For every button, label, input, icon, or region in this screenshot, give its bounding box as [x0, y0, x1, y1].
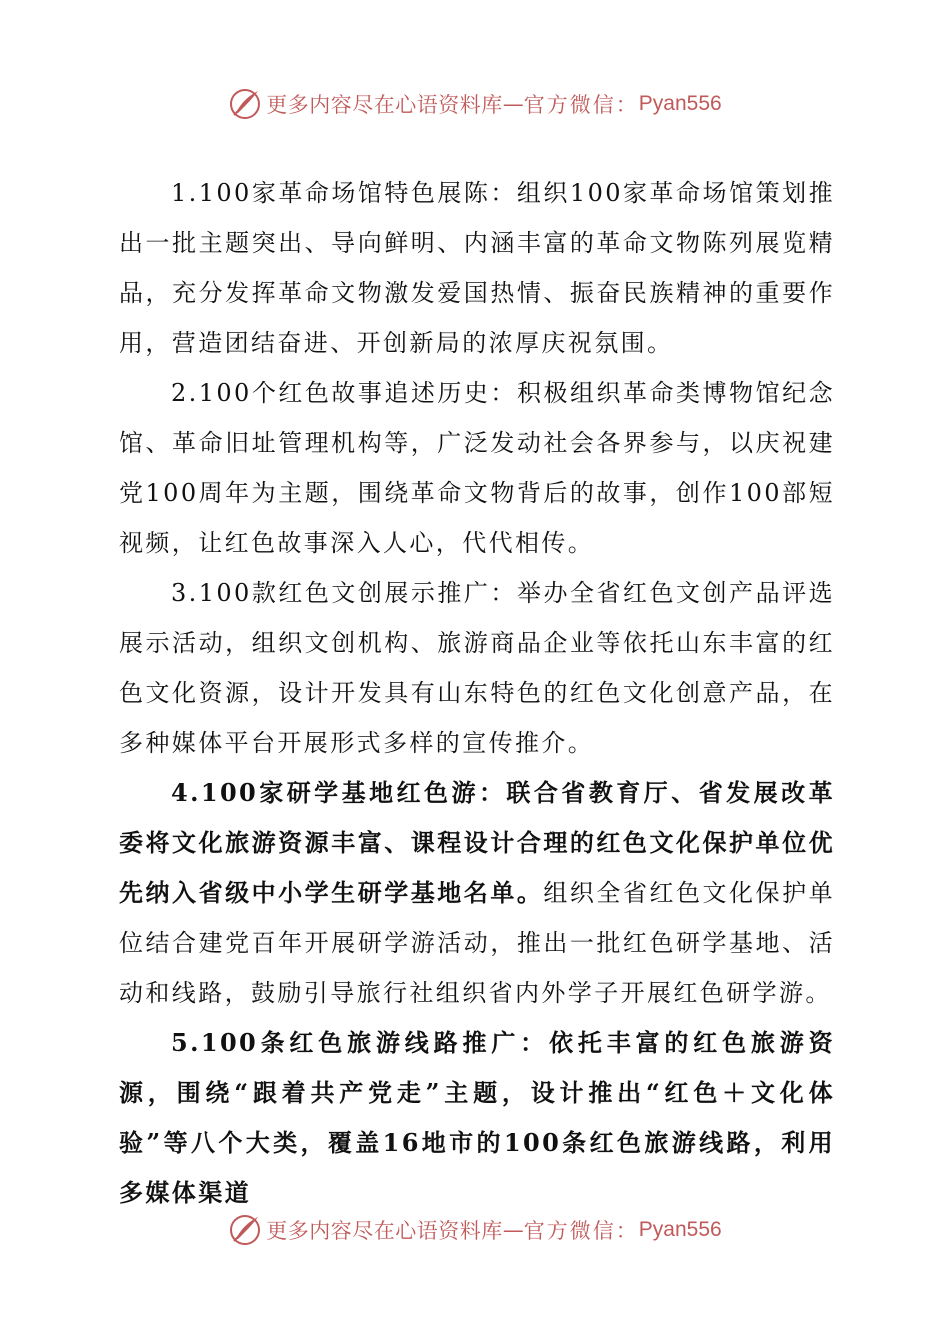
quill-logo-icon [228, 1213, 262, 1247]
brand-text: 更多内容尽在心语资料库 [266, 1219, 503, 1243]
wechat-id: Pyan556 [638, 1218, 722, 1241]
document-body [119, 168, 835, 1218]
paragraph-2-text: 2.100个红色故事追述历史：积极组织革命类博物馆纪念馆、革命旧址管理机构等，广泛发动社会各界参与，以庆祝建党100周年为主题，围绕革命文物背后的故事，创作100部短视频，让红色故事深入人心，代代相传。 [119, 379, 835, 557]
paragraph-5 [119, 1018, 835, 1218]
wechat-label: 官方微信： [523, 93, 639, 117]
paragraph-4 [119, 768, 835, 1018]
wechat-id: Pyan556 [638, 92, 722, 115]
wechat-label: 官方微信： [523, 1219, 639, 1243]
separator-dash: — [502, 92, 524, 116]
paragraph-4-bold: 4.100家研学基地红色游：联合省教育厅、省发展改革委将文化旅游资源丰富、课程设计合理的红色文化保护单位优先纳入省级中小学生研学基地名单。 [119, 778, 835, 907]
brand-text: 更多内容尽在心语资料库 [266, 93, 503, 117]
separator-dash: — [502, 1218, 524, 1242]
footer-watermark [0, 1208, 950, 1252]
paragraph-3 [119, 568, 835, 768]
paragraph-4-text: 组织全省红色文化保护单位结合建党百年开展研学游活动，推出一批红色研学基地、活动和线路，鼓励引导旅行社组织省内外学子开展红色研学游。 [119, 879, 836, 1007]
paragraph-1 [119, 168, 835, 368]
paragraph-2 [119, 368, 835, 568]
quill-logo-icon [228, 87, 262, 121]
header-watermark [0, 82, 950, 126]
paragraph-1-text: 1.100家革命场馆特色展陈：组织100家革命场馆策划推出一批主题突出、导向鲜明、内涵丰富的革命文物陈列展览精品，充分发挥革命文物激发爱国热情、振奋民族精神的重要作用，营造团结奋进、开创新局的浓厚庆祝氛围。 [119, 179, 835, 357]
paragraph-5-bold: 5.100条红色旅游线路推广：依托丰富的红色旅游资源，围绕“跟着共产党走”主题，设计推出“红色＋文化体验”等八个大类，覆盖16地市的100条红色旅游线路，利用多媒体渠道 [119, 1028, 835, 1207]
paragraph-3-text: 3.100款红色文创展示推广：举办全省红色文创产品评选展示活动，组织文创机构、旅游商品企业等依托山东丰富的红色文化资源，设计开发具有山东特色的红色文化创意产品，在多种媒体平台开展形式多样的宣传推介。 [119, 579, 835, 757]
